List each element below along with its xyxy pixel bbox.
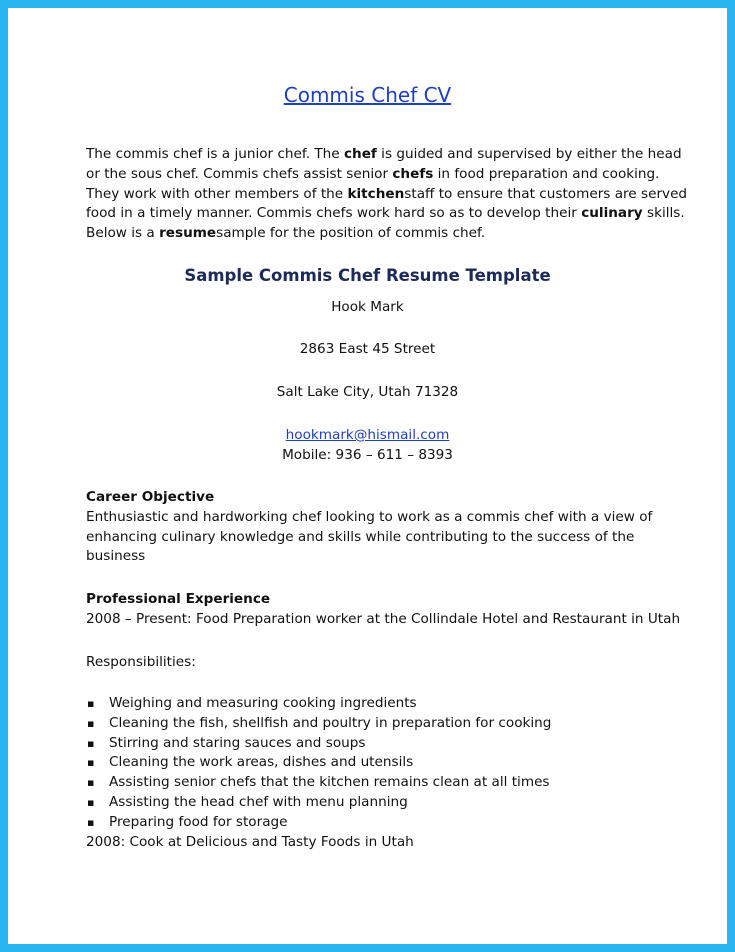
list-item: ▪ Assisting senior chefs that the kitchen remains clean at all times: [86, 773, 676, 793]
list-item: ▪ Cleaning the work areas, dishes and utensils: [86, 753, 676, 773]
responsibilities-label: Responsibilities:: [86, 654, 196, 670]
list-item: ▪ Stirring and staring sauces and soups: [86, 734, 676, 754]
career-objective-section: [86, 488, 676, 567]
contact-email-link[interactable]: hookmark@hismail.com: [285, 427, 450, 443]
list-item: ▪ Weighing and measuring cooking ingredients: [86, 694, 676, 714]
career-objective-heading: Career Objective: [86, 489, 215, 505]
responsibilities-list-wrap: [86, 694, 676, 852]
bullet-icon: ▪: [87, 815, 95, 829]
document-title[interactable]: Commis Chef CV: [283, 83, 452, 107]
template-title: Sample Commis Chef Resume Template: [184, 266, 551, 285]
experience-heading: Professional Experience: [86, 591, 271, 607]
list-item: ▪ Preparing food for storage: [86, 813, 676, 833]
objective-line: Enthusiastic and hardworking chef looking to work as a commis chef with a view of: [86, 508, 653, 525]
experience-section: [86, 590, 681, 630]
bullet-icon: ▪: [87, 776, 95, 790]
bullet-icon: ▪: [87, 716, 95, 730]
contact-mobile: Mobile: 936 – 611 – 8393: [282, 447, 453, 463]
intro-paragraph: [86, 145, 688, 244]
contact-email-line: [86, 426, 649, 446]
objective-line: enhancing culinary knowledge and skills while contributing to the success of the: [86, 528, 635, 545]
bullet-icon: ▪: [87, 697, 95, 710]
intro-line: The commis chef is a junior chef. The chef is guided and supervised by either the head: [86, 146, 682, 162]
list-item: ▪ Cleaning the fish, shellfish and poultry in preparation for cooking: [86, 714, 676, 734]
contact-name: Hook Mark: [331, 299, 404, 315]
job-entry-1: 2008 – Present: Food Preparation worker at the Collindale Hotel and Restaurant in Utah: [86, 610, 681, 627]
bullet-icon: ▪: [87, 736, 95, 750]
bullet-icon: ▪: [87, 795, 95, 809]
responsibilities-list: [86, 694, 676, 833]
intro-line: food in a timely manner. Commis chefs work hard so as to develop their culinary skills.: [86, 205, 685, 222]
intro-line: They work with other members of the kitchenstaff to ensure that customers are served: [86, 185, 688, 202]
bullet-icon: ▪: [87, 756, 95, 770]
objective-line: business: [86, 548, 146, 565]
intro-line: or the sous chef. Commis chefs assist senior chefs in food preparation and cooking.: [86, 165, 660, 182]
contact-street: 2863 East 45 Street: [299, 341, 436, 357]
job-entry-2: 2008: Cook at Delicious and Tasty Foods in Utah: [86, 833, 414, 850]
intro-line: Below is a resumesample for the position of commis chef.: [86, 225, 486, 242]
list-item: ▪ Assisting the head chef with menu planning: [86, 793, 676, 813]
contact-city: Salt Lake City, Utah 71328: [276, 384, 459, 400]
